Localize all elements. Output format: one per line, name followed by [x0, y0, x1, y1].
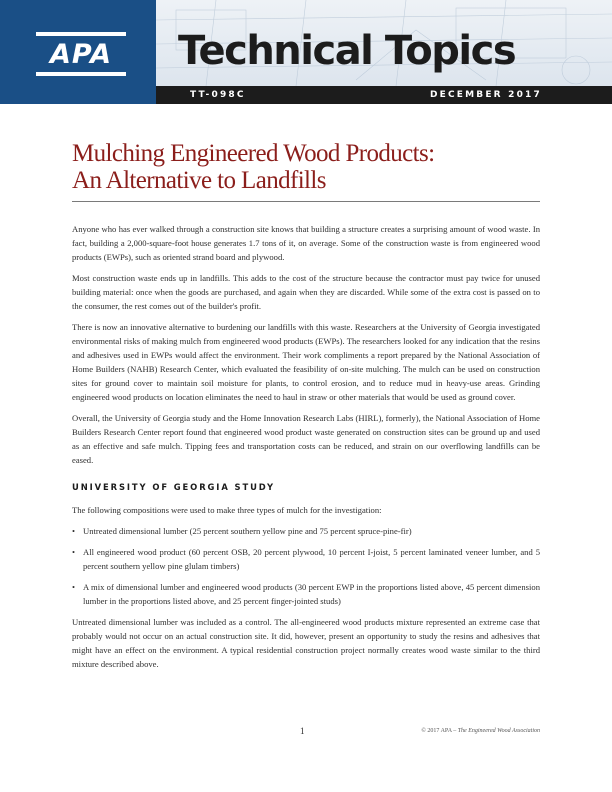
- title-line-1: Mulching Engineered Wood Products:: [72, 140, 435, 167]
- section-closing: Untreated dimensional lumber was included as a control. The all-engineered wood products mixture represented an extreme case that probably would not occur on an actual construction site. It did, however, present an opportunity to study the resins and adhesives that might have an effect on the environment. A typical residential construction project normally creates wood waste similar to the third mixture described above.: [72, 617, 540, 669]
- list-item: • All engineered wood product (60 percent OSB, 20 percent plywood, 10 percent I-joist, 5 percent laminated veneer lumber, and 5 percent southern yellow pine glulam timbers): [72, 545, 540, 573]
- intro-paragraph-1: Anyone who has ever walked through a construction site knows that building a structure creates a surprising amount of wood waste. In fact, building a 2,000-square-foot house generates 1.7 tons of it, on average. Some of the construction waste is from engineered wood products (EWPs), such as oriented strand board and plywood.: [72, 224, 540, 262]
- apa-logo: [0, 0, 156, 104]
- logo-text: APA: [49, 39, 113, 70]
- document-id: TT-098C: [190, 90, 246, 100]
- intro-paragraph-2: Most construction waste ends up in landfills. This adds to the cost of the structure because the contractor must pay twice for unused building material: once when the goods are purchased, and again when they are discarded. While some of the extra cost is passed on to the consumer, the rest comes out of the builder's profit.: [72, 273, 540, 311]
- copyright: [421, 728, 540, 734]
- title-line-2: An Alternative to Landfills: [72, 167, 326, 194]
- document-date: DECEMBER 2017: [429, 90, 542, 100]
- intro-paragraph-4: Overall, the University of Georgia study and the Home Innovation Research Labs (HIRL), formerly), the National Association of Home Builders Research Center report found that engineered wood product waste generated on construction sites can be ground up and used as an effective and safe mulch. Tipping fees and transportation costs can be reduced, and strain on our overflowing landfills can be eased.: [72, 413, 540, 465]
- copyright-prefix: © 2017 APA –: [421, 728, 458, 734]
- title-divider: [72, 201, 540, 202]
- document-title: [72, 140, 542, 194]
- section-heading: UNIVERSITY OF GEORGIA STUDY: [72, 482, 275, 492]
- logo-stripe-top: [36, 32, 126, 36]
- banner-title: Technical Topics: [178, 28, 516, 74]
- page-number: 1: [300, 726, 305, 736]
- composition-list: [72, 524, 540, 608]
- copyright-org: The Engineered Wood Association: [457, 728, 540, 734]
- section-lead: The following compositions were used to make three types of mulch for the investigation:: [72, 505, 382, 515]
- list-item: • A mix of dimensional lumber and engineered wood products (30 percent EWP in the proportions listed above, 45 percent dimension lumber in the proportions listed above, and 25 percent finger-jointed studs): [72, 580, 540, 608]
- list-item: • Untreated dimensional lumber (25 percent southern yellow pine and 75 percent spruce-pine-fir): [72, 524, 540, 538]
- intro-paragraph-3: There is now an innovative alternative to burdening our landfills with this waste. Researchers at the University of Georgia investigated environmental risks of making mulch from engineered wood products (EWPs). The researchers looked for any indication that the resins and adhesives used in EWPs would affect the environment. Their work compliments a report prepared by the National Association of Home Builders (NAHB) Research Center, which evaluated the feasibility of on-site mulching. The mulch can be used on construction sites for ground cover to maintain soil moisture for plants, to control erosion, and to reduce mud in heavy-use areas. Grinding engineered wood products on location eliminates the need to haul in straw or other materials that would be used as ground cover.: [72, 322, 540, 402]
- article-body: [72, 222, 540, 678]
- info-bar: [156, 86, 612, 104]
- logo-stripe-bottom: [36, 72, 126, 76]
